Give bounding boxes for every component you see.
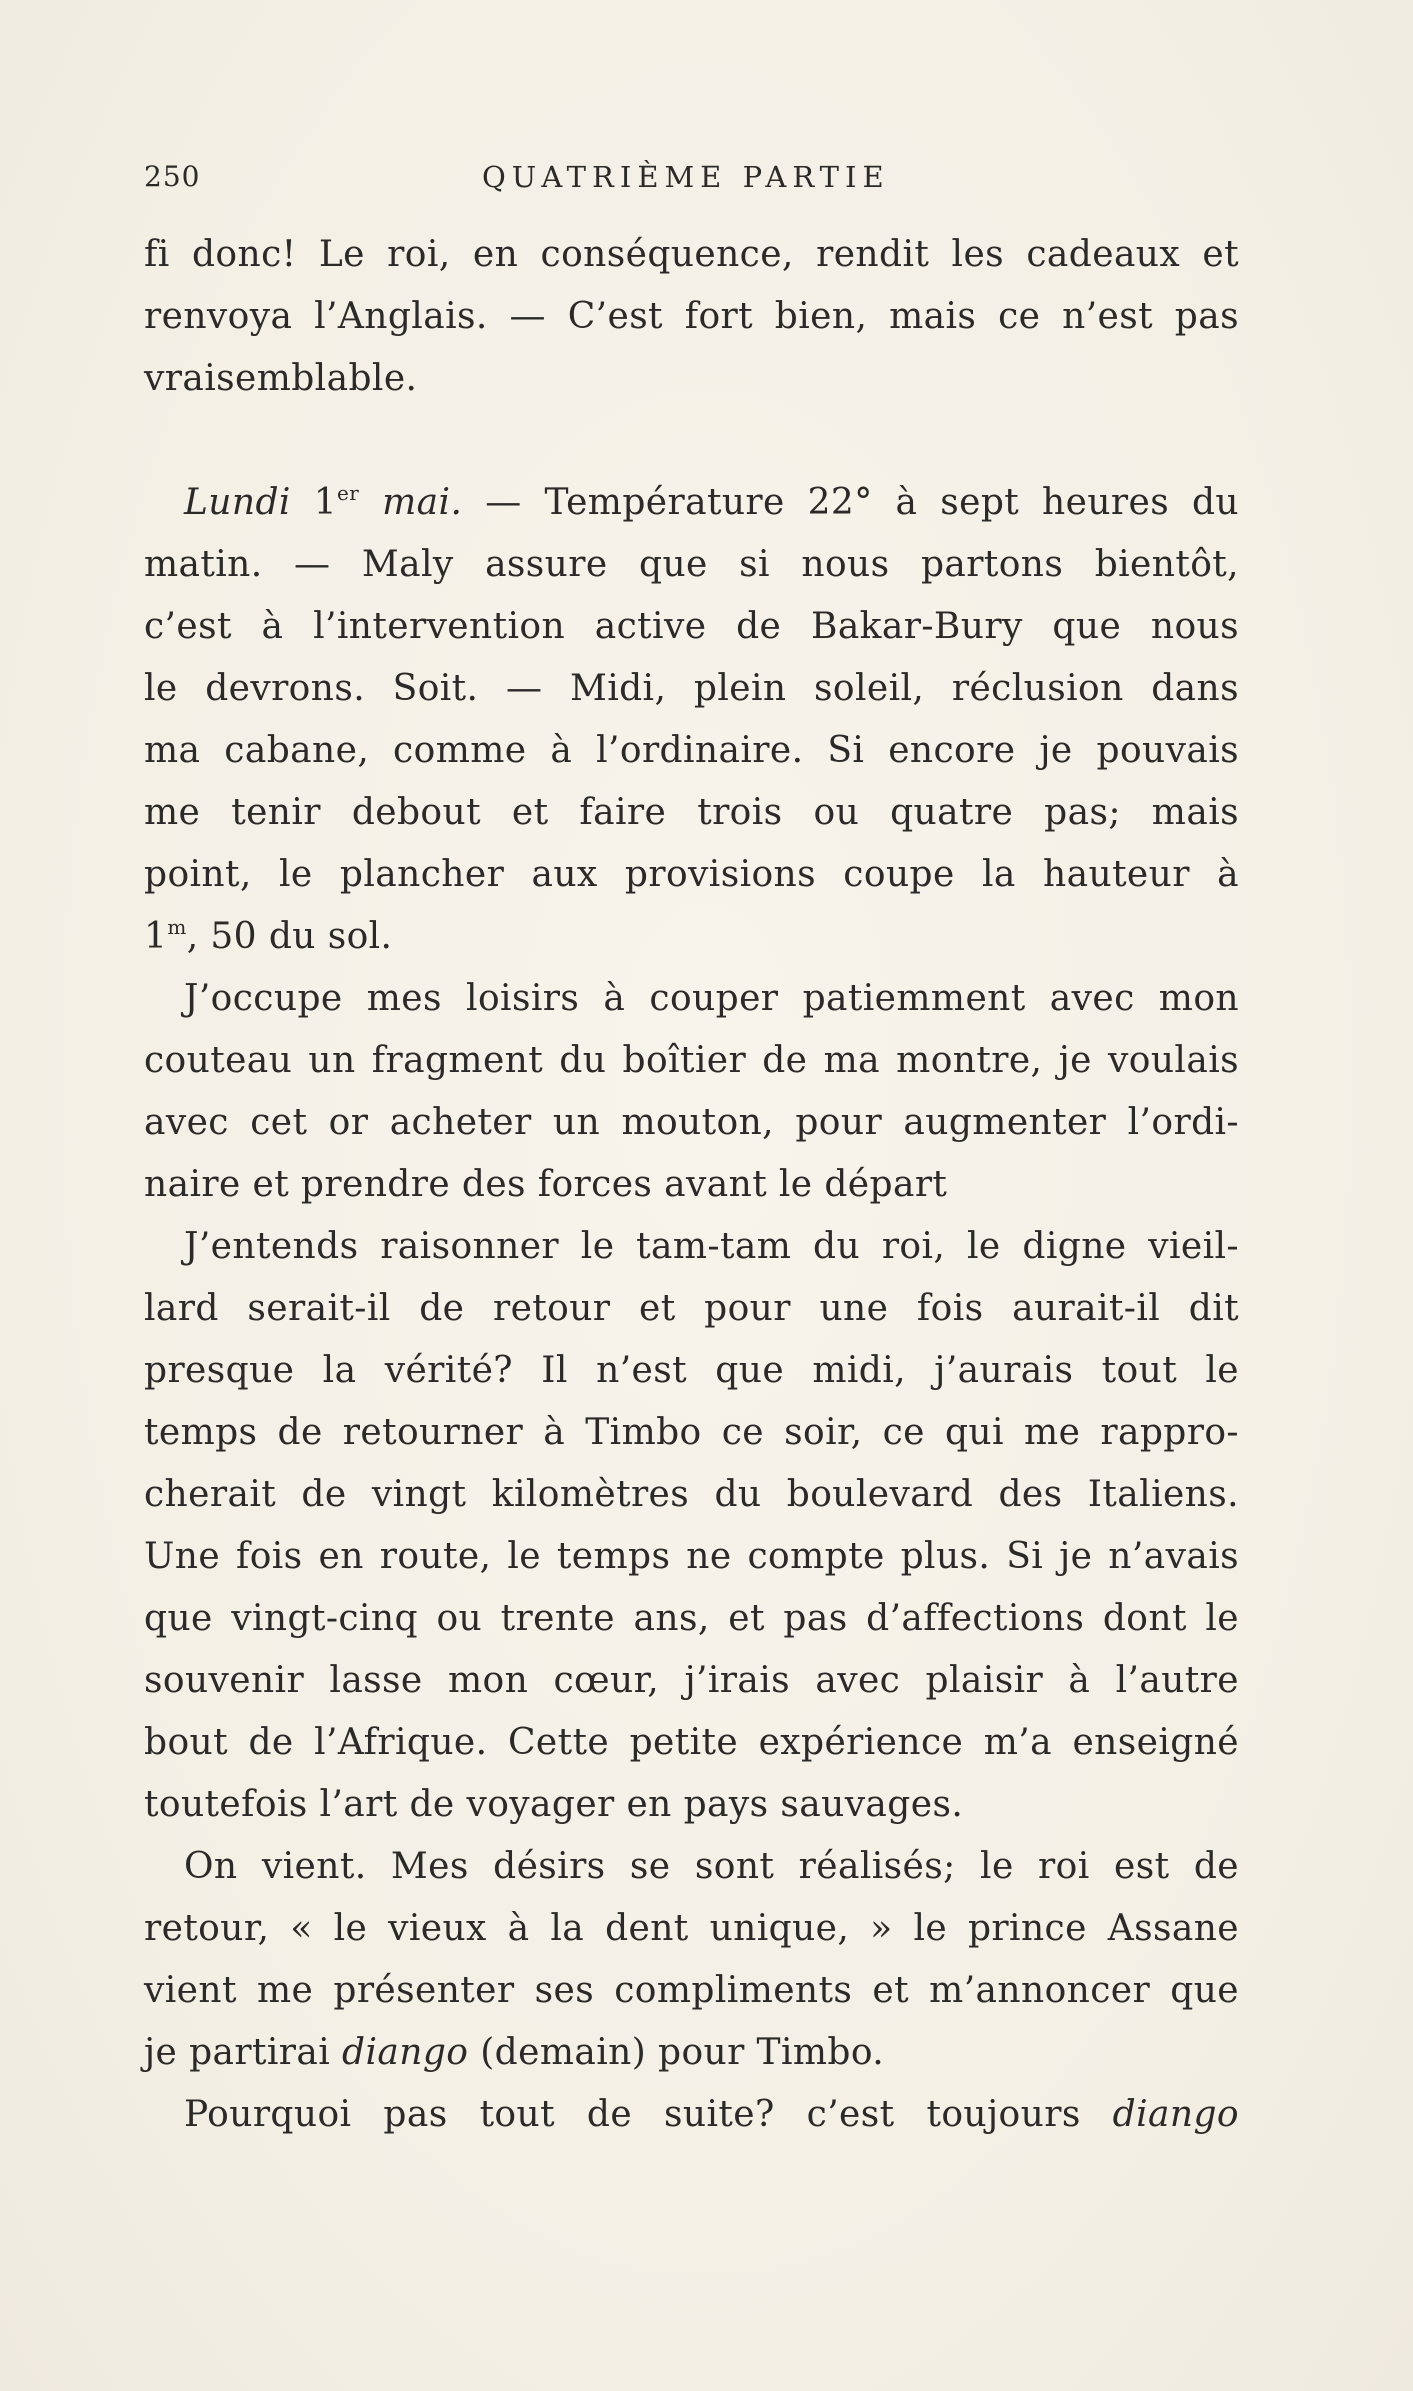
page-header [144, 160, 1244, 200]
page-number: 250 [144, 160, 201, 193]
text-line: cherait de vingt kilomètres du boulevard des Italiens. [144, 1474, 1239, 1515]
measure-unit: m [167, 915, 187, 939]
text-line: que vingt-cinq ou trente ans, et pas d’affections dont le [144, 1598, 1239, 1639]
text-line: toutefois l’art de voyager en pays sauvages. [144, 1784, 964, 1825]
text-line: J’entends raisonner le tam-tam du roi, le digne vieil- [184, 1226, 1239, 1267]
paragraph-gap [144, 410, 1239, 472]
text-line: le devrons. Soit. — Midi, plein soleil, réclusion dans [144, 668, 1239, 709]
text-line [144, 2084, 1239, 2146]
date-number: 1 [313, 482, 338, 523]
text-span: (demain) pour Timbo. [480, 2032, 885, 2073]
text-line: On vient. Mes désirs se sont réalisés; le roi est de [184, 1846, 1239, 1887]
text-line: c’est à l’intervention active de Bakar-Bury que nous [144, 606, 1239, 647]
text-line: bout de l’Afrique. Cette petite expérience m’a enseigné [144, 1722, 1239, 1763]
text-line: retour, « le vieux à la dent unique, » le prince Assane [144, 1908, 1239, 1949]
text-line: lard serait-il de retour et pour une fois aurait-il dit [144, 1288, 1239, 1329]
text-line: fi donc! Le roi, en conséquence, rendit les cadeaux et [144, 234, 1239, 275]
text-line: souvenir lasse mon cœur, j’irais avec plaisir à l’autre [144, 1660, 1239, 1701]
text-line: me tenir debout et faire trois ou quatre pas; mais [144, 792, 1239, 833]
text-line: presque la vérité? Il n’est que midi, j’aurais tout le [144, 1350, 1239, 1391]
text-line [144, 472, 1239, 534]
body-text [144, 224, 1239, 2146]
text-line: couteau un fragment du boîtier de ma montre, je voulais [144, 1040, 1239, 1081]
text-line: ma cabane, comme à l’ordinaire. Si encore je pouvais [144, 730, 1239, 771]
text-line: vient me présenter ses compliments et m’annoncer que [144, 1970, 1239, 2011]
italic-word: diango [342, 2032, 469, 2073]
text-line: point, le plancher aux provisions coupe la hauteur à [144, 854, 1239, 895]
text-line: avec cet or acheter un mouton, pour augmenter l’ordi- [144, 1102, 1239, 1143]
text-line: vraisemblable. [144, 358, 418, 399]
date-month: mai. [382, 482, 463, 523]
text-span: Pourquoi pas tout de suite? c’est toujours [184, 2094, 1081, 2135]
text-line [144, 906, 1239, 968]
text-line: J’occupe mes loisirs à couper patiemment avec mon [184, 978, 1239, 1019]
measure-number: 1 [144, 916, 168, 957]
text-span: , 50 du sol. [186, 916, 393, 957]
date-day: Lundi [184, 482, 291, 523]
running-title: QUATRIÈME PARTIE [482, 160, 890, 194]
text-line [144, 2022, 1239, 2084]
text-span: je partirai [144, 2032, 331, 2073]
text-line: naire et prendre des forces avant le départ [144, 1164, 948, 1205]
date-ordinal: er [337, 481, 360, 505]
text-line: Une fois en route, le temps ne compte plus. Si je n’avais [144, 1536, 1239, 1577]
text-line: renvoya l’Anglais. — C’est fort bien, mais ce n’est pas [144, 296, 1239, 337]
text-line: temps de retourner à Timbo ce soir, ce qui me rappro- [144, 1412, 1239, 1453]
italic-word: diango [1112, 2094, 1239, 2135]
text-line: matin. — Maly assure que si nous partons bientôt, [144, 544, 1239, 585]
text-span: — Température 22° à sept heures du [485, 482, 1240, 523]
